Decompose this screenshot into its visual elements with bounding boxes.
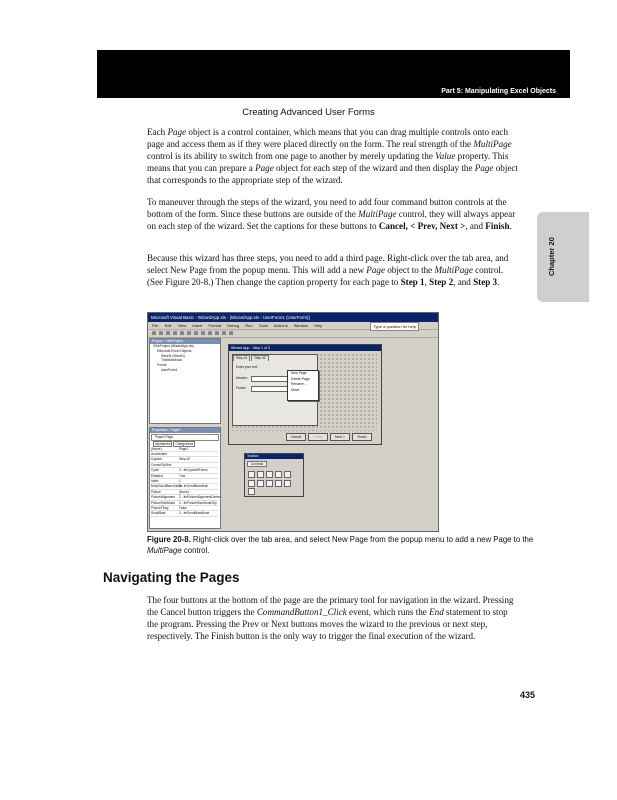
tree-item[interactable]: ThisWorkbook — [161, 358, 183, 363]
checkbox-tool-icon[interactable] — [248, 480, 255, 487]
property-value[interactable]: 3 - fmScrollBarsBoth — [178, 484, 218, 489]
property-value[interactable]: True — [178, 474, 218, 479]
property-value[interactable]: 0 - fmPictureSizeModeClip — [179, 500, 217, 505]
togglebutton-tool-icon[interactable] — [266, 480, 273, 487]
property-value[interactable]: 0 - fmCycleAllForms — [178, 468, 218, 473]
running-header-bar — [97, 50, 570, 98]
properties-object-select[interactable]: Page2 Page — [151, 434, 219, 441]
commandbutton-tool-icon[interactable] — [284, 480, 291, 487]
cancel-button[interactable]: Cancel — [286, 433, 306, 441]
header-label: Header: — [236, 376, 248, 380]
property-value[interactable]: (None) — [178, 490, 218, 495]
menu-move[interactable]: Move... — [291, 387, 303, 392]
property-name: PictureSizeMode — [150, 501, 178, 506]
toolbox-controls-tab[interactable]: Controls — [247, 461, 267, 467]
menu-debug[interactable]: Debug — [227, 323, 240, 328]
enter-text-label: Enter your text — [236, 365, 258, 369]
toolbox-title: Toolbox — [245, 454, 303, 459]
listbox-tool-icon[interactable] — [284, 471, 291, 478]
menu-new-page[interactable]: New Page — [291, 371, 307, 375]
section-heading: Navigating the Pages — [103, 570, 240, 585]
property-value[interactable]: Step #2 — [178, 457, 218, 462]
menu-delete-page[interactable]: Delete Page — [291, 376, 310, 381]
multipage-control[interactable] — [232, 354, 318, 426]
property-name: Accelerator — [150, 452, 178, 457]
property-name: Cycle — [150, 468, 178, 473]
running-header-text: Part 5: Manipulating Excel Objects — [441, 88, 556, 95]
paragraph-1: Each Page object is a control container, which means that you can drag multiple controls onto each page and access them as if they were placed directly on the form. The real strength of the MultiPage control is its ability to switch from one page to another by merely updating the Value property. This means that you can prepare a Page object for each step of the wizard and then display the Page object that corresponds to the appropriate step of the wizard. — [147, 127, 518, 186]
vbe-title-bar: Microsoft Visual Basic - WizardApp.xls - [WizardApp.xls - UserForm1 (UserForm)] — [148, 313, 438, 322]
menu-addins[interactable]: Add-Ins — [273, 323, 288, 328]
property-name: PictureAlignment — [150, 495, 178, 500]
tab-step-1[interactable]: Step #1 — [233, 355, 250, 361]
menu-view[interactable]: View — [177, 323, 187, 328]
multipage-tabs — [233, 355, 317, 361]
menu-format[interactable]: Format — [208, 323, 222, 328]
footer-label: Footer: — [236, 386, 247, 390]
menu-tools[interactable]: Tools — [258, 323, 268, 328]
project-explorer-title: Project - VBAProject — [150, 339, 220, 344]
context-menu — [287, 370, 319, 401]
tab-step-2[interactable]: Step #2 — [251, 355, 268, 361]
property-name: KeepScrollBarsVisible — [151, 484, 183, 489]
property-value[interactable]: False — [178, 506, 218, 511]
select-objects-icon[interactable] — [248, 471, 255, 478]
form-title: Wizard App - Step 1 of 3 — [229, 345, 381, 351]
tab-alphabetic[interactable]: Alphabetic — [155, 441, 171, 446]
property-value[interactable]: 1 — [178, 479, 218, 484]
paragraph-2: To maneuver through the steps of the wizard, you need to add four command button controls at the bottom of the form. Since these buttons are outside of the MultiPage control, they will always appear on each step of the wizard. Set the captions for these buttons to Cancel, < Prev, Next >, and Finish. — [147, 197, 516, 232]
tab-categorized[interactable]: Categorized — [175, 441, 194, 446]
help-question-box[interactable]: Type a question for help — [370, 322, 419, 331]
textbox-tool-icon[interactable] — [266, 471, 273, 478]
vbe-menu-bar — [148, 322, 438, 330]
tree-item[interactable]: Sheet1 (Sheet1) — [161, 353, 186, 358]
property-name: ControlTipText — [150, 463, 178, 468]
menu-help[interactable]: Help — [314, 323, 323, 328]
chapter-tab — [537, 212, 589, 302]
figure-caption: Figure 20-8. Right-click over the tab area, and select New Page from the popup menu to add a new Page to the MultiPage control. — [147, 535, 534, 555]
section-title: Creating Advanced User Forms — [242, 107, 375, 118]
left-panes — [149, 338, 221, 530]
finish-button[interactable]: Finish — [352, 433, 372, 441]
chapter-tab-label: Chapter 20 — [547, 237, 556, 276]
menu-insert[interactable]: Insert — [192, 323, 203, 328]
property-name: Index — [150, 479, 178, 484]
property-value[interactable]: 0 - fmScrollBarsNone — [178, 511, 218, 516]
label-tool-icon[interactable] — [257, 471, 264, 478]
frame-tool-icon[interactable] — [275, 480, 282, 487]
page-number: 435 — [520, 690, 536, 700]
menu-run[interactable]: Run — [245, 323, 253, 328]
tree-item[interactable]: UserForm1 — [161, 367, 178, 372]
figure-screenshot — [147, 312, 439, 532]
property-name: Caption — [150, 457, 178, 462]
userform-designer — [228, 344, 382, 445]
properties-window — [149, 427, 221, 529]
menu-window[interactable]: Window — [293, 323, 308, 328]
properties-grid — [150, 447, 220, 517]
next-button[interactable]: Next > — [330, 433, 350, 441]
paragraph-4: The four buttons at the bottom of the page are the primary tool for navigation in the wizard. Pressing the Cancel button triggers the CommandButton1_Click event, which runs the End statement to stop the program. Pressing the Prev or Next buttons moves the wizard to the previous or next step, respectively. The Finish button is the only way to trigger the final execution of the wizard. — [147, 595, 514, 642]
paragraph-3: Because this wizard has three steps, you need to add a third page. Right-click over the tab area, and select New Page from the popup menu. This will add a new Page object to the MultiPage control. (See Figure 20-8.) Then change the caption property for each page to Step 1, Step 2, and Step 3. — [147, 253, 509, 288]
tree-item[interactable]: VBAProject (WizardApp.xls) — [153, 344, 195, 348]
form-grid[interactable] — [231, 353, 377, 431]
property-name: Picture — [150, 490, 178, 495]
property-name: (Name) — [150, 447, 178, 452]
property-value[interactable]: 2 - fmPictureAlignmentCenter — [179, 495, 221, 500]
tree-item[interactable]: Microsoft Excel Objects — [157, 348, 192, 353]
caption-label: Figure 20-8. — [147, 535, 191, 544]
property-name: Enabled — [150, 474, 178, 479]
menu-rename[interactable]: Rename... — [291, 382, 307, 386]
prev-button[interactable]: < Prev — [308, 433, 328, 441]
tree-item[interactable]: Forms — [157, 363, 167, 368]
combobox-tool-icon[interactable] — [275, 471, 282, 478]
property-name: ScrollBars — [150, 511, 178, 516]
project-explorer — [149, 338, 221, 424]
property-value[interactable]: Page2 — [178, 447, 218, 452]
menu-file[interactable]: File — [152, 323, 159, 328]
vbe-toolbar — [148, 330, 438, 338]
toolbox-window — [244, 453, 304, 497]
property-name: PictureTiling — [150, 506, 178, 511]
menu-edit[interactable]: Edit — [164, 323, 172, 328]
optionbutton-tool-icon[interactable] — [257, 480, 264, 487]
tabstrip-tool-icon[interactable] — [248, 488, 255, 495]
properties-title: Properties - Page2 — [150, 428, 220, 433]
